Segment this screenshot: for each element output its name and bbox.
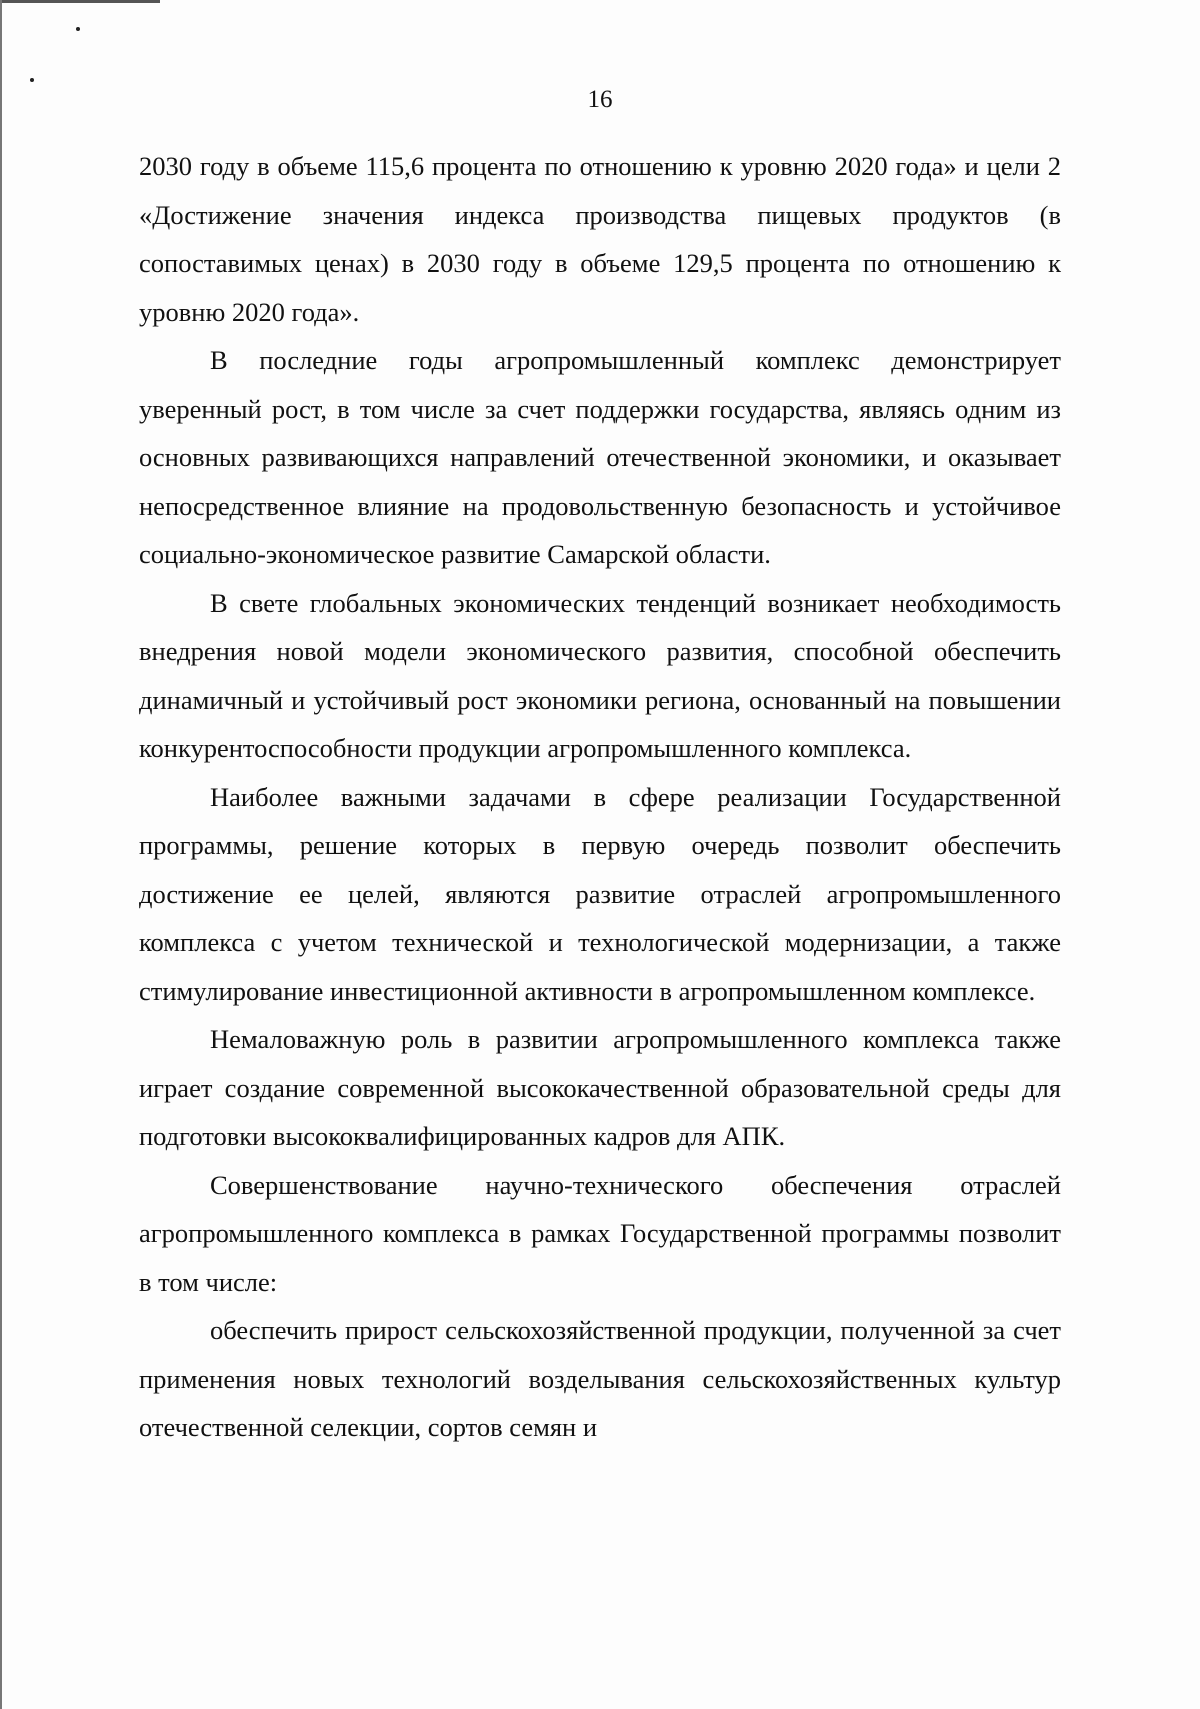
paragraph: Наиболее важными задачами в сфере реализации Государственной программы, решение которых в первую очередь позволит обеспечить достижение ее целей, являются развитие отраслей агропромышленного комплекса с учетом технической и технологической модернизации, а также стимулирование инвестиционной активности в агропромышленном комплексе.: [139, 781, 1061, 1006]
paragraph: 2030 году в объеме 115,6 процента по отношению к уровню 2020 года» и цели 2 «Достижение значения индекса производства пищевых продуктов (в сопоставимых ценах) в 2030 году в объеме 129,5 процента по отношению к уровню 2020 года».: [139, 151, 1061, 327]
scan-edge-top: [0, 0, 160, 3]
paragraph: обеспечить прирост сельскохозяйственной продукции, полученной за счет применения новых технологий возделывания сельскохозяйственных культур отечественной селекции, сортов семян и: [139, 1315, 1061, 1442]
paragraph: В последние годы агропромышленный комплекс демонстрирует уверенный рост, в том числе за счет поддержки государства, являясь одним из основных развивающихся направлений отечественной экономики, и оказывает непосредственное влияние на продовольственную безопасность и устойчивое социально-экономическое развитие Самарской области.: [139, 345, 1061, 569]
paragraph: Совершенствование научно-технического обеспечения отраслей агропромышленного комплекса в рамках Государственной программы позволит в том числе:: [139, 1169, 1061, 1297]
document-body: [139, 142, 1061, 1452]
paragraph: Немаловажную роль в развитии агропромышленного комплекса также играет создание современной высококачественной образовательной среды для подготовки высококвалифицированных кадров для АПК.: [139, 1024, 1061, 1151]
scan-edge-left: [0, 0, 2, 1709]
page-number: 16: [587, 86, 613, 113]
scan-speck: [30, 78, 34, 82]
paragraph: В свете глобальных экономических тенденций возникает необходимость внедрения новой модели экономического развития, способной обеспечить динамичный и устойчивый рост экономики региона, основанный на повышении конкурентоспособности продукции агропромышленного комплекса.: [139, 587, 1061, 763]
scan-speck: [76, 27, 80, 31]
